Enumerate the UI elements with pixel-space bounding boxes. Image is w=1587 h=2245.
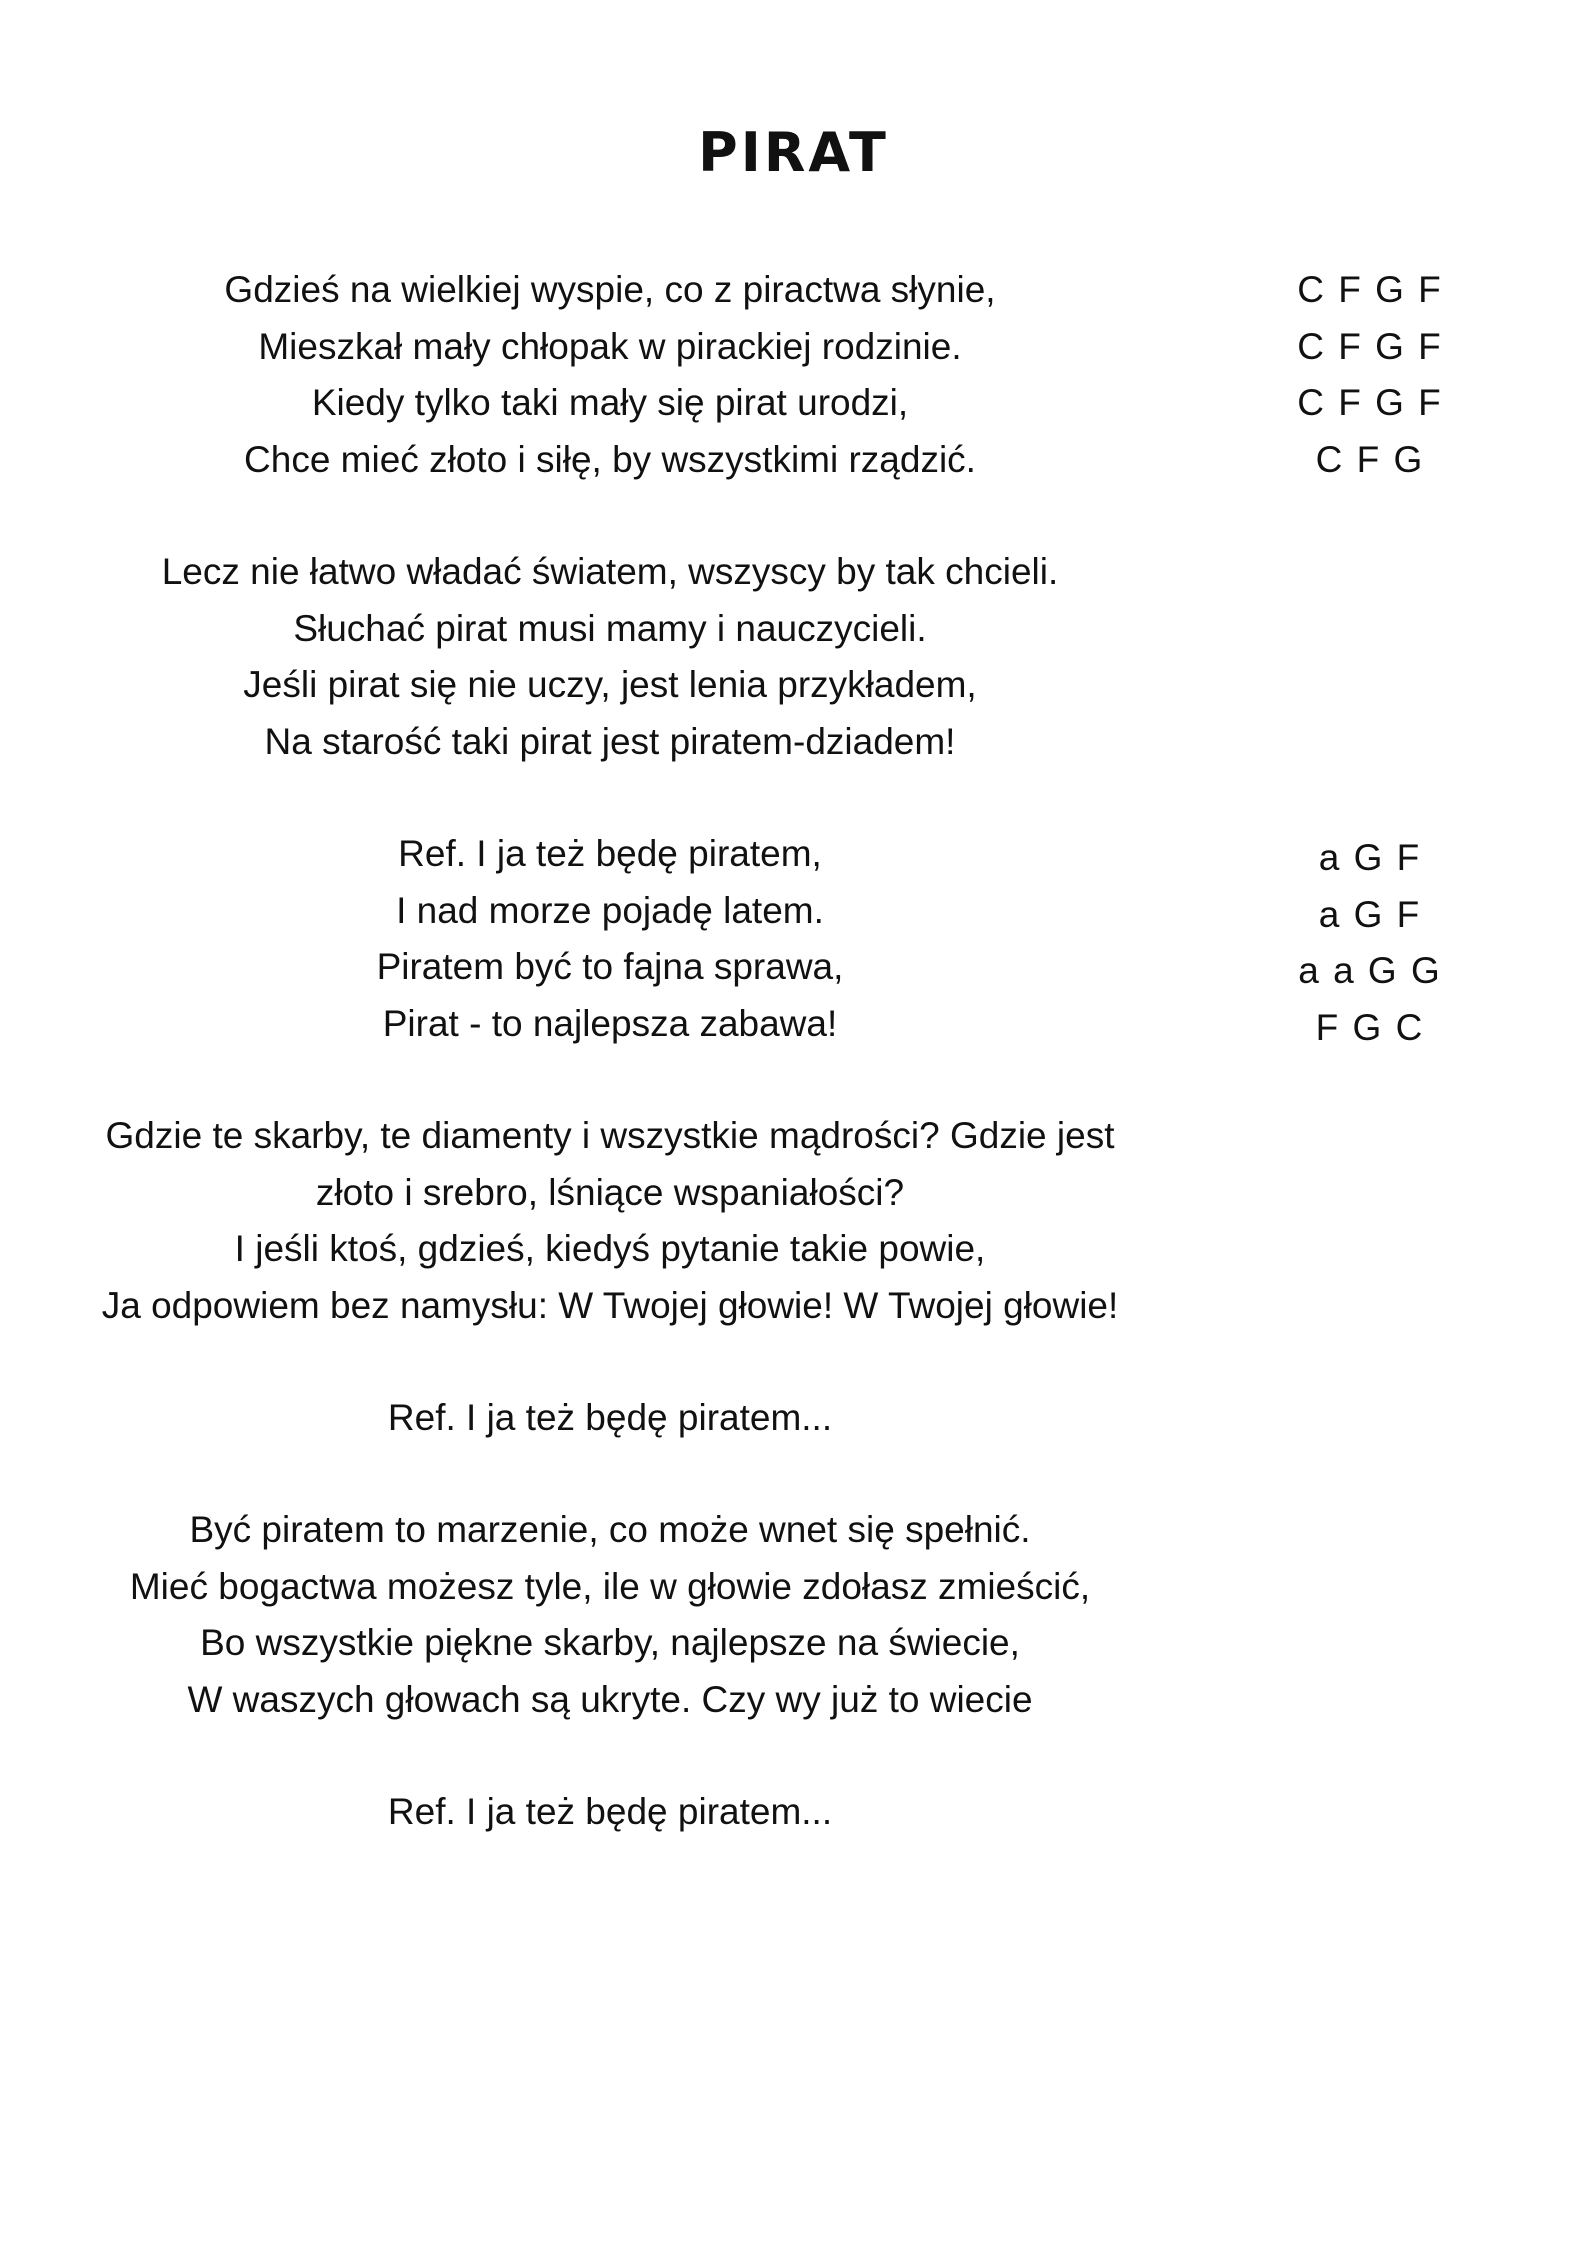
- chorus: [0, 826, 1220, 1052]
- page-title: PIRAT: [698, 121, 889, 184]
- chord-line: a a G G: [1298, 950, 1442, 991]
- verse-line: Ja odpowiem bez namysłu: W Twojej głowie! W Twojej głowie!: [101, 1284, 1119, 1326]
- verse-2: [0, 544, 1220, 770]
- refrain-line: Ref. I ja też będę piratem...: [387, 1791, 833, 1832]
- chorus-line: Ref. I ja też będę piratem,: [398, 833, 822, 874]
- verse-line: Bo wszystkie piękne skarby, najlepsze na świecie,: [200, 1622, 1020, 1663]
- verse-line: Gdzie te skarby, te diamenty i wszystkie mądrości? Gdzie jest: [105, 1115, 1115, 1156]
- verse-line: Kiedy tylko taki mały się pirat urodzi,: [311, 382, 909, 423]
- verse-line: złoto i srebro, lśniące wspaniałości?: [315, 1171, 905, 1213]
- chord-line: F G C: [1315, 1006, 1425, 1048]
- chord-line: C F G F: [1297, 325, 1443, 367]
- chorus-chords: [1270, 830, 1470, 1056]
- verse-line: Być piratem to marzenie, co może wnet się spełnić.: [189, 1509, 1031, 1550]
- verse-line: Gdzieś na wielkiej wyspie, co z piractwa słynie,: [224, 269, 996, 310]
- chorus-line: Pirat - to najlepsza zabawa!: [382, 1002, 838, 1044]
- verse-1-chords: [1270, 262, 1470, 488]
- verse-line: Mieszkał mały chłopak w pirackiej rodzinie.: [258, 325, 962, 367]
- refrain-line: Ref. I ja też będę piratem...: [387, 1397, 833, 1438]
- chorus-line: I nad morze pojadę latem.: [396, 889, 824, 931]
- verse-line: Mieć bogactwa możesz tyle, ile w głowie zdołasz zmieścić,: [129, 1565, 1091, 1607]
- chord-line: a G F: [1318, 837, 1422, 878]
- verse-line: I jeśli ktoś, gdzieś, kiedyś pytanie takie powie,: [234, 1228, 986, 1269]
- verse-line: Jeśli pirat się nie uczy, jest lenia przykładem,: [243, 664, 977, 705]
- verse-4: [0, 1502, 1220, 1728]
- chord-line: a G F: [1318, 893, 1422, 935]
- refrain-repeat-1: [0, 1390, 1220, 1447]
- verse-line: Chce mieć złoto i siłę, by wszystkimi rządzić.: [244, 438, 976, 480]
- verse-line: Lecz nie łatwo władać światem, wszyscy by tak chcieli.: [161, 551, 1059, 592]
- verse-1: [0, 262, 1220, 488]
- verse-3: [0, 1108, 1220, 1334]
- chord-line: C F G F: [1297, 382, 1443, 423]
- chorus-line: Piratem być to fajna sprawa,: [376, 946, 844, 987]
- refrain-repeat-2: [0, 1784, 1220, 1841]
- chord-line: C F G F: [1297, 269, 1443, 310]
- chord-line: C F G: [1315, 438, 1425, 480]
- verse-line: Słuchać pirat musi mamy i nauczycieli.: [293, 607, 927, 649]
- verse-line: W waszych głowach są ukryte. Czy wy już to wiecie: [187, 1678, 1033, 1720]
- verse-line: Na starość taki pirat jest piratem-dziadem!: [264, 720, 956, 762]
